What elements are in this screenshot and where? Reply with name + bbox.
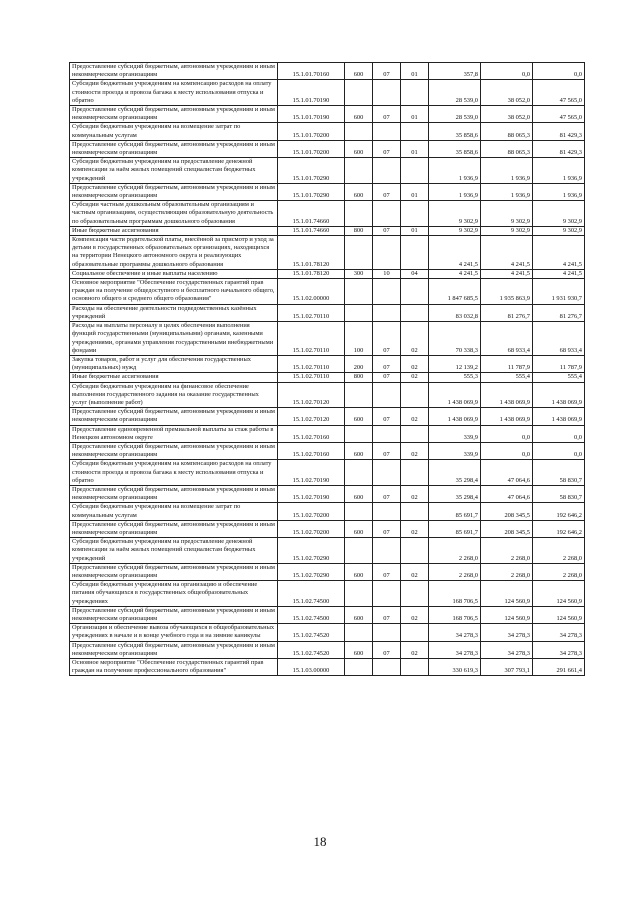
row-name-cell: Предоставление субсидий бюджетным, автономным учреждениям и иным некоммерческим организациям xyxy=(70,563,278,580)
row-subsection-cell xyxy=(401,503,429,520)
row-expense-type-cell xyxy=(345,460,373,486)
row-name-cell: Организация и обеспечение вывоза обучающихся в общеобразовательных учреждениях в начале и в конце учебного года и на зимние каникулы xyxy=(70,624,278,641)
row-amount-3-cell: 1 936,9 xyxy=(533,158,585,184)
row-subsection-cell xyxy=(401,123,429,140)
row-amount-1-cell: 1 438 069,9 xyxy=(429,382,481,408)
row-expense-type-cell xyxy=(345,304,373,321)
row-name-cell: Предоставление субсидий бюджетным, автономным учреждениям и иным некоммерческим организациям xyxy=(70,63,278,80)
table-row xyxy=(70,624,585,641)
row-expense-type-cell: 600 xyxy=(345,606,373,623)
row-amount-2-cell: 88 065,3 xyxy=(481,140,533,157)
row-subsection-cell xyxy=(401,538,429,564)
row-amount-3-cell: 124 560,9 xyxy=(533,581,585,607)
row-name-cell: Предоставление единовременной премиальной выплаты за стаж работы в Ненецком автономном округе xyxy=(70,425,278,442)
row-code-cell: 15.1.01.74660 xyxy=(278,226,345,235)
row-expense-type-cell xyxy=(345,80,373,106)
table-row xyxy=(70,183,585,200)
row-amount-1-cell: 2 268,0 xyxy=(429,538,481,564)
row-amount-1-cell: 35 858,6 xyxy=(429,140,481,157)
row-amount-1-cell: 35 858,6 xyxy=(429,123,481,140)
row-name-cell: Субсидии бюджетным учреждениям на финансовое обеспечение выполнения государственного задания на оказание государственных услуг (выполнение работ) xyxy=(70,382,278,408)
row-amount-3-cell: 124 560,9 xyxy=(533,606,585,623)
row-code-cell: 15.1.01.74660 xyxy=(278,201,345,227)
row-amount-2-cell: 4 241,5 xyxy=(481,236,533,270)
row-amount-3-cell: 81 429,3 xyxy=(533,123,585,140)
row-amount-3-cell: 34 278,3 xyxy=(533,624,585,641)
row-section-cell: 07 xyxy=(373,641,401,658)
row-name-cell: Основное мероприятие "Обеспечение государственных гарантий прав граждан на получение профессионального образования" xyxy=(70,659,278,676)
row-amount-3-cell: 291 661,4 xyxy=(533,659,585,676)
table-row xyxy=(70,563,585,580)
row-amount-2-cell: 208 345,5 xyxy=(481,503,533,520)
row-section-cell: 07 xyxy=(373,322,401,356)
row-code-cell: 15.1.02.70290 xyxy=(278,563,345,580)
row-expense-type-cell: 600 xyxy=(345,520,373,537)
row-section-cell xyxy=(373,304,401,321)
row-amount-3-cell: 11 787,9 xyxy=(533,355,585,372)
page-number: 18 xyxy=(313,834,327,849)
row-section-cell: 10 xyxy=(373,269,401,278)
row-expense-type-cell: 300 xyxy=(345,269,373,278)
row-section-cell: 07 xyxy=(373,355,401,372)
row-name-cell: Социальное обеспечение и иные выплаты населению xyxy=(70,269,278,278)
row-amount-1-cell: 4 241,5 xyxy=(429,269,481,278)
row-expense-type-cell: 800 xyxy=(345,373,373,382)
row-amount-3-cell: 58 830,7 xyxy=(533,460,585,486)
row-amount-3-cell: 81 429,3 xyxy=(533,140,585,157)
table-row xyxy=(70,304,585,321)
row-amount-2-cell: 47 064,6 xyxy=(481,460,533,486)
row-amount-2-cell: 68 933,4 xyxy=(481,322,533,356)
row-section-cell xyxy=(373,581,401,607)
row-name-cell: Предоставление субсидий бюджетным, автономным учреждениям и иным некоммерческим организациям xyxy=(70,140,278,157)
row-amount-2-cell: 555,4 xyxy=(481,373,533,382)
row-amount-2-cell: 1 936,9 xyxy=(481,183,533,200)
row-code-cell: 15.1.03.00000 xyxy=(278,659,345,676)
table-row xyxy=(70,520,585,537)
table-body xyxy=(70,63,585,676)
row-section-cell: 07 xyxy=(373,183,401,200)
row-amount-1-cell: 2 268,0 xyxy=(429,563,481,580)
row-amount-3-cell: 2 268,0 xyxy=(533,538,585,564)
row-code-cell: 15.1.01.78120 xyxy=(278,269,345,278)
row-amount-2-cell: 0,0 xyxy=(481,442,533,459)
row-amount-3-cell: 1 931 930,7 xyxy=(533,279,585,305)
row-section-cell xyxy=(373,538,401,564)
row-amount-2-cell: 38 052,0 xyxy=(481,106,533,123)
row-amount-1-cell: 9 302,9 xyxy=(429,226,481,235)
row-amount-2-cell: 34 278,3 xyxy=(481,624,533,641)
row-amount-1-cell: 34 278,3 xyxy=(429,641,481,658)
table-row xyxy=(70,80,585,106)
row-amount-2-cell: 88 065,3 xyxy=(481,123,533,140)
row-amount-3-cell: 4 241,5 xyxy=(533,269,585,278)
row-amount-3-cell: 47 565,0 xyxy=(533,106,585,123)
row-expense-type-cell xyxy=(345,624,373,641)
row-amount-1-cell: 83 032,8 xyxy=(429,304,481,321)
row-amount-1-cell: 357,8 xyxy=(429,63,481,80)
table-row xyxy=(70,382,585,408)
row-amount-1-cell: 555,3 xyxy=(429,373,481,382)
row-name-cell: Субсидии бюджетным учреждениям на возмещение затрат по коммунальным услугам xyxy=(70,123,278,140)
table-row xyxy=(70,140,585,157)
row-code-cell: 15.1.02.70120 xyxy=(278,382,345,408)
row-code-cell: 15.1.02.74520 xyxy=(278,641,345,658)
row-amount-3-cell: 1 936,9 xyxy=(533,183,585,200)
row-name-cell: Субсидии бюджетным учреждениям на организацию и обеспечение питания обучающихся в государственных общеобразовательных учреждениях xyxy=(70,581,278,607)
row-subsection-cell xyxy=(401,236,429,270)
row-code-cell: 15.1.02.70190 xyxy=(278,460,345,486)
row-amount-2-cell: 4 241,5 xyxy=(481,269,533,278)
table-row xyxy=(70,236,585,270)
row-code-cell: 15.1.02.70110 xyxy=(278,322,345,356)
row-expense-type-cell: 600 xyxy=(345,140,373,157)
row-amount-3-cell: 1 438 069,9 xyxy=(533,382,585,408)
row-amount-2-cell: 47 064,6 xyxy=(481,485,533,502)
row-name-cell: Предоставление субсидий бюджетным, автономным учреждениям и иным некоммерческим организациям xyxy=(70,520,278,537)
row-section-cell: 07 xyxy=(373,485,401,502)
row-subsection-cell xyxy=(401,382,429,408)
row-amount-3-cell: 192 646,2 xyxy=(533,503,585,520)
row-subsection-cell: 02 xyxy=(401,520,429,537)
row-amount-1-cell: 330 619,3 xyxy=(429,659,481,676)
row-subsection-cell: 02 xyxy=(401,641,429,658)
row-section-cell: 07 xyxy=(373,408,401,425)
row-name-cell: Предоставление субсидий бюджетным, автономным учреждениям и иным некоммерческим организациям xyxy=(70,106,278,123)
row-amount-1-cell: 339,9 xyxy=(429,442,481,459)
row-name-cell: Предоставление субсидий бюджетным, автономным учреждениям и иным некоммерческим организациям xyxy=(70,183,278,200)
row-name-cell: Иные бюджетные ассигнования xyxy=(70,373,278,382)
row-amount-3-cell: 1 438 069,9 xyxy=(533,408,585,425)
table-row xyxy=(70,460,585,486)
row-expense-type-cell: 600 xyxy=(345,63,373,80)
row-name-cell: Расходы на обеспечение деятельности подведомственных казённых учреждений xyxy=(70,304,278,321)
row-section-cell xyxy=(373,158,401,184)
budget-table xyxy=(69,62,585,676)
row-code-cell: 15.1.02.00000 xyxy=(278,279,345,305)
row-amount-1-cell: 12 139,2 xyxy=(429,355,481,372)
row-subsection-cell xyxy=(401,304,429,321)
row-expense-type-cell: 200 xyxy=(345,355,373,372)
row-section-cell: 07 xyxy=(373,373,401,382)
table-row xyxy=(70,581,585,607)
row-code-cell: 15.1.01.70190 xyxy=(278,80,345,106)
row-code-cell: 15.1.01.70160 xyxy=(278,63,345,80)
row-amount-3-cell: 555,4 xyxy=(533,373,585,382)
table-row xyxy=(70,158,585,184)
row-code-cell: 15.1.02.70110 xyxy=(278,355,345,372)
row-subsection-cell: 02 xyxy=(401,563,429,580)
row-amount-3-cell: 9 302,9 xyxy=(533,201,585,227)
row-subsection-cell: 02 xyxy=(401,322,429,356)
row-section-cell: 07 xyxy=(373,606,401,623)
row-amount-1-cell: 85 691,7 xyxy=(429,520,481,537)
row-subsection-cell: 01 xyxy=(401,183,429,200)
row-subsection-cell: 02 xyxy=(401,485,429,502)
row-amount-1-cell: 28 539,0 xyxy=(429,80,481,106)
row-expense-type-cell xyxy=(345,158,373,184)
row-section-cell xyxy=(373,201,401,227)
row-code-cell: 15.1.02.70290 xyxy=(278,538,345,564)
row-code-cell: 15.1.02.74500 xyxy=(278,581,345,607)
row-subsection-cell xyxy=(401,425,429,442)
row-subsection-cell: 02 xyxy=(401,408,429,425)
row-section-cell: 07 xyxy=(373,563,401,580)
row-expense-type-cell xyxy=(345,236,373,270)
row-name-cell: Субсидии бюджетным учреждениям на предоставление денежной компенсации за наём жилых помещений специалистам бюджетных учреждений xyxy=(70,538,278,564)
row-amount-2-cell: 0,0 xyxy=(481,63,533,80)
row-section-cell xyxy=(373,236,401,270)
row-amount-2-cell: 81 276,7 xyxy=(481,304,533,321)
row-expense-type-cell: 600 xyxy=(345,408,373,425)
row-amount-1-cell: 34 278,3 xyxy=(429,624,481,641)
row-amount-3-cell: 0,0 xyxy=(533,63,585,80)
table-row xyxy=(70,226,585,235)
row-amount-2-cell: 208 345,5 xyxy=(481,520,533,537)
row-amount-1-cell: 70 338,3 xyxy=(429,322,481,356)
table-row xyxy=(70,279,585,305)
table-row xyxy=(70,408,585,425)
row-subsection-cell: 01 xyxy=(401,140,429,157)
row-amount-3-cell: 68 933,4 xyxy=(533,322,585,356)
row-name-cell: Предоставление субсидий бюджетным, автономным учреждениям и иным некоммерческим организациям xyxy=(70,442,278,459)
row-section-cell: 07 xyxy=(373,140,401,157)
table-row xyxy=(70,538,585,564)
row-subsection-cell: 01 xyxy=(401,106,429,123)
row-code-cell: 15.1.01.70200 xyxy=(278,140,345,157)
row-code-cell: 15.1.02.74520 xyxy=(278,624,345,641)
table-row xyxy=(70,606,585,623)
row-section-cell: 07 xyxy=(373,106,401,123)
row-subsection-cell xyxy=(401,581,429,607)
row-section-cell: 07 xyxy=(373,226,401,235)
row-expense-type-cell xyxy=(345,581,373,607)
row-amount-1-cell: 1 936,9 xyxy=(429,183,481,200)
row-section-cell xyxy=(373,123,401,140)
row-name-cell: Предоставление субсидий бюджетным, автономным учреждениям и иным некоммерческим организациям xyxy=(70,641,278,658)
row-expense-type-cell: 600 xyxy=(345,563,373,580)
row-amount-2-cell: 2 268,0 xyxy=(481,538,533,564)
table-row xyxy=(70,201,585,227)
row-name-cell: Субсидии бюджетным учреждениям на компенсацию расходов на оплату стоимости проезда и провоза багажа к месту использования отпуска и обратно xyxy=(70,80,278,106)
row-subsection-cell: 01 xyxy=(401,63,429,80)
row-amount-3-cell: 0,0 xyxy=(533,425,585,442)
row-amount-2-cell: 9 302,9 xyxy=(481,201,533,227)
row-amount-1-cell: 168 706,5 xyxy=(429,606,481,623)
row-subsection-cell xyxy=(401,279,429,305)
row-subsection-cell xyxy=(401,158,429,184)
row-amount-1-cell: 1 936,9 xyxy=(429,158,481,184)
row-name-cell: Закупка товаров, работ и услуг для обеспечения государственных (муниципальных) нужд xyxy=(70,355,278,372)
row-code-cell: 15.1.01.70290 xyxy=(278,158,345,184)
row-code-cell: 15.1.02.74500 xyxy=(278,606,345,623)
row-amount-3-cell: 0,0 xyxy=(533,442,585,459)
row-name-cell: Основное мероприятие "Обеспечение государственных гарантий прав граждан на получение общедоступного и бесплатного начального общего, основного общего и среднего общего образования" xyxy=(70,279,278,305)
row-name-cell: Субсидии бюджетным учреждениям на возмещение затрат по коммунальным услугам xyxy=(70,503,278,520)
row-amount-2-cell: 1 438 069,9 xyxy=(481,382,533,408)
row-amount-2-cell: 9 302,9 xyxy=(481,226,533,235)
row-subsection-cell: 02 xyxy=(401,373,429,382)
row-section-cell xyxy=(373,80,401,106)
row-expense-type-cell xyxy=(345,201,373,227)
row-subsection-cell xyxy=(401,460,429,486)
row-subsection-cell: 02 xyxy=(401,355,429,372)
row-amount-1-cell: 35 298,4 xyxy=(429,485,481,502)
row-code-cell: 15.1.01.70190 xyxy=(278,106,345,123)
table-row xyxy=(70,485,585,502)
row-amount-2-cell: 307 793,1 xyxy=(481,659,533,676)
row-expense-type-cell xyxy=(345,279,373,305)
table-row xyxy=(70,503,585,520)
row-expense-type-cell: 100 xyxy=(345,322,373,356)
row-amount-2-cell: 124 560,9 xyxy=(481,606,533,623)
row-expense-type-cell xyxy=(345,123,373,140)
row-name-cell: Компенсация части родительской платы, внесённой за присмотр и уход за детьми в государственных образовательных организациях, находящихся на территории Ненецкого автономного округа и реализующих образовательные программы дошкольного образования xyxy=(70,236,278,270)
table-row xyxy=(70,106,585,123)
table-row xyxy=(70,322,585,356)
row-section-cell xyxy=(373,382,401,408)
row-amount-2-cell: 38 052,0 xyxy=(481,80,533,106)
row-amount-2-cell: 1 438 069,9 xyxy=(481,408,533,425)
row-expense-type-cell xyxy=(345,503,373,520)
row-subsection-cell: 02 xyxy=(401,442,429,459)
row-amount-1-cell: 9 302,9 xyxy=(429,201,481,227)
row-amount-3-cell: 192 646,2 xyxy=(533,520,585,537)
row-name-cell: Предоставление субсидий бюджетным, автономным учреждениям и иным некоммерческим организациям xyxy=(70,485,278,502)
row-amount-2-cell: 1 935 863,9 xyxy=(481,279,533,305)
row-subsection-cell xyxy=(401,201,429,227)
row-expense-type-cell xyxy=(345,659,373,676)
row-code-cell: 15.1.01.78120 xyxy=(278,236,345,270)
row-section-cell xyxy=(373,503,401,520)
row-code-cell: 15.1.02.70120 xyxy=(278,408,345,425)
row-amount-2-cell: 34 278,3 xyxy=(481,641,533,658)
row-expense-type-cell: 600 xyxy=(345,641,373,658)
table-row xyxy=(70,269,585,278)
row-section-cell xyxy=(373,659,401,676)
row-name-cell: Предоставление субсидий бюджетным, автономным учреждениям и иным некоммерческим организациям xyxy=(70,606,278,623)
row-code-cell: 15.1.01.70290 xyxy=(278,183,345,200)
row-amount-2-cell: 124 560,9 xyxy=(481,581,533,607)
row-amount-2-cell: 0,0 xyxy=(481,425,533,442)
row-amount-3-cell: 58 830,7 xyxy=(533,485,585,502)
row-expense-type-cell: 600 xyxy=(345,485,373,502)
row-expense-type-cell xyxy=(345,382,373,408)
row-expense-type-cell: 600 xyxy=(345,106,373,123)
row-name-cell: Субсидии бюджетным учреждениям на предоставление денежной компенсации за наём жилых помещений специалистам бюджетных учреждений xyxy=(70,158,278,184)
row-section-cell: 07 xyxy=(373,442,401,459)
row-amount-2-cell: 2 268,0 xyxy=(481,563,533,580)
row-section-cell xyxy=(373,624,401,641)
row-amount-3-cell: 47 565,0 xyxy=(533,80,585,106)
table-row xyxy=(70,123,585,140)
row-name-cell: Расходы на выплаты персоналу в целях обеспечения выполнения функций государственными (муниципальными) органами, казенными учреждениями, органами управления государственными внебюджетными фондами xyxy=(70,322,278,356)
row-amount-3-cell: 9 302,9 xyxy=(533,226,585,235)
row-amount-1-cell: 35 298,4 xyxy=(429,460,481,486)
row-subsection-cell: 02 xyxy=(401,606,429,623)
row-amount-1-cell: 339,9 xyxy=(429,425,481,442)
row-amount-3-cell: 34 278,3 xyxy=(533,641,585,658)
table-row xyxy=(70,659,585,676)
row-amount-1-cell: 4 241,5 xyxy=(429,236,481,270)
row-amount-1-cell: 1 438 069,9 xyxy=(429,408,481,425)
row-subsection-cell: 01 xyxy=(401,226,429,235)
row-subsection-cell: 04 xyxy=(401,269,429,278)
table-row xyxy=(70,63,585,80)
row-amount-3-cell: 81 276,7 xyxy=(533,304,585,321)
row-subsection-cell xyxy=(401,659,429,676)
table-row xyxy=(70,641,585,658)
row-name-cell: Иные бюджетные ассигнования xyxy=(70,226,278,235)
row-subsection-cell xyxy=(401,80,429,106)
row-code-cell: 15.1.01.70200 xyxy=(278,123,345,140)
row-code-cell: 15.1.02.70160 xyxy=(278,442,345,459)
row-amount-2-cell: 1 936,9 xyxy=(481,158,533,184)
row-expense-type-cell xyxy=(345,538,373,564)
row-code-cell: 15.1.02.70190 xyxy=(278,485,345,502)
row-amount-3-cell: 4 241,5 xyxy=(533,236,585,270)
row-expense-type-cell: 800 xyxy=(345,226,373,235)
row-subsection-cell xyxy=(401,624,429,641)
row-section-cell: 07 xyxy=(373,520,401,537)
table-row xyxy=(70,425,585,442)
row-amount-1-cell: 168 706,5 xyxy=(429,581,481,607)
table-row xyxy=(70,373,585,382)
row-amount-1-cell: 1 847 685,5 xyxy=(429,279,481,305)
row-code-cell: 15.1.02.70160 xyxy=(278,425,345,442)
row-code-cell: 15.1.02.70110 xyxy=(278,304,345,321)
row-amount-2-cell: 11 787,9 xyxy=(481,355,533,372)
row-code-cell: 15.1.02.70110 xyxy=(278,373,345,382)
row-name-cell: Субсидии частным дошкольным образовательным организациям и частным организациям, осуществляющим образовательную деятельность по образовательным программам дошкольного образования xyxy=(70,201,278,227)
row-amount-1-cell: 28 539,0 xyxy=(429,106,481,123)
row-section-cell xyxy=(373,460,401,486)
row-section-cell: 07 xyxy=(373,63,401,80)
row-name-cell: Предоставление субсидий бюджетным, автономным учреждениям и иным некоммерческим организациям xyxy=(70,408,278,425)
row-expense-type-cell xyxy=(345,425,373,442)
row-name-cell: Субсидии бюджетным учреждениям на компенсацию расходов на оплату стоимости проезда и провоза багажа к месту использования отпуска и обратно xyxy=(70,460,278,486)
row-expense-type-cell: 600 xyxy=(345,442,373,459)
table-row xyxy=(70,355,585,372)
row-amount-1-cell: 85 691,7 xyxy=(429,503,481,520)
row-code-cell: 15.1.02.70200 xyxy=(278,520,345,537)
row-amount-3-cell: 2 268,0 xyxy=(533,563,585,580)
row-section-cell xyxy=(373,425,401,442)
row-code-cell: 15.1.02.70200 xyxy=(278,503,345,520)
row-expense-type-cell: 600 xyxy=(345,183,373,200)
table-row xyxy=(70,442,585,459)
row-section-cell xyxy=(373,279,401,305)
